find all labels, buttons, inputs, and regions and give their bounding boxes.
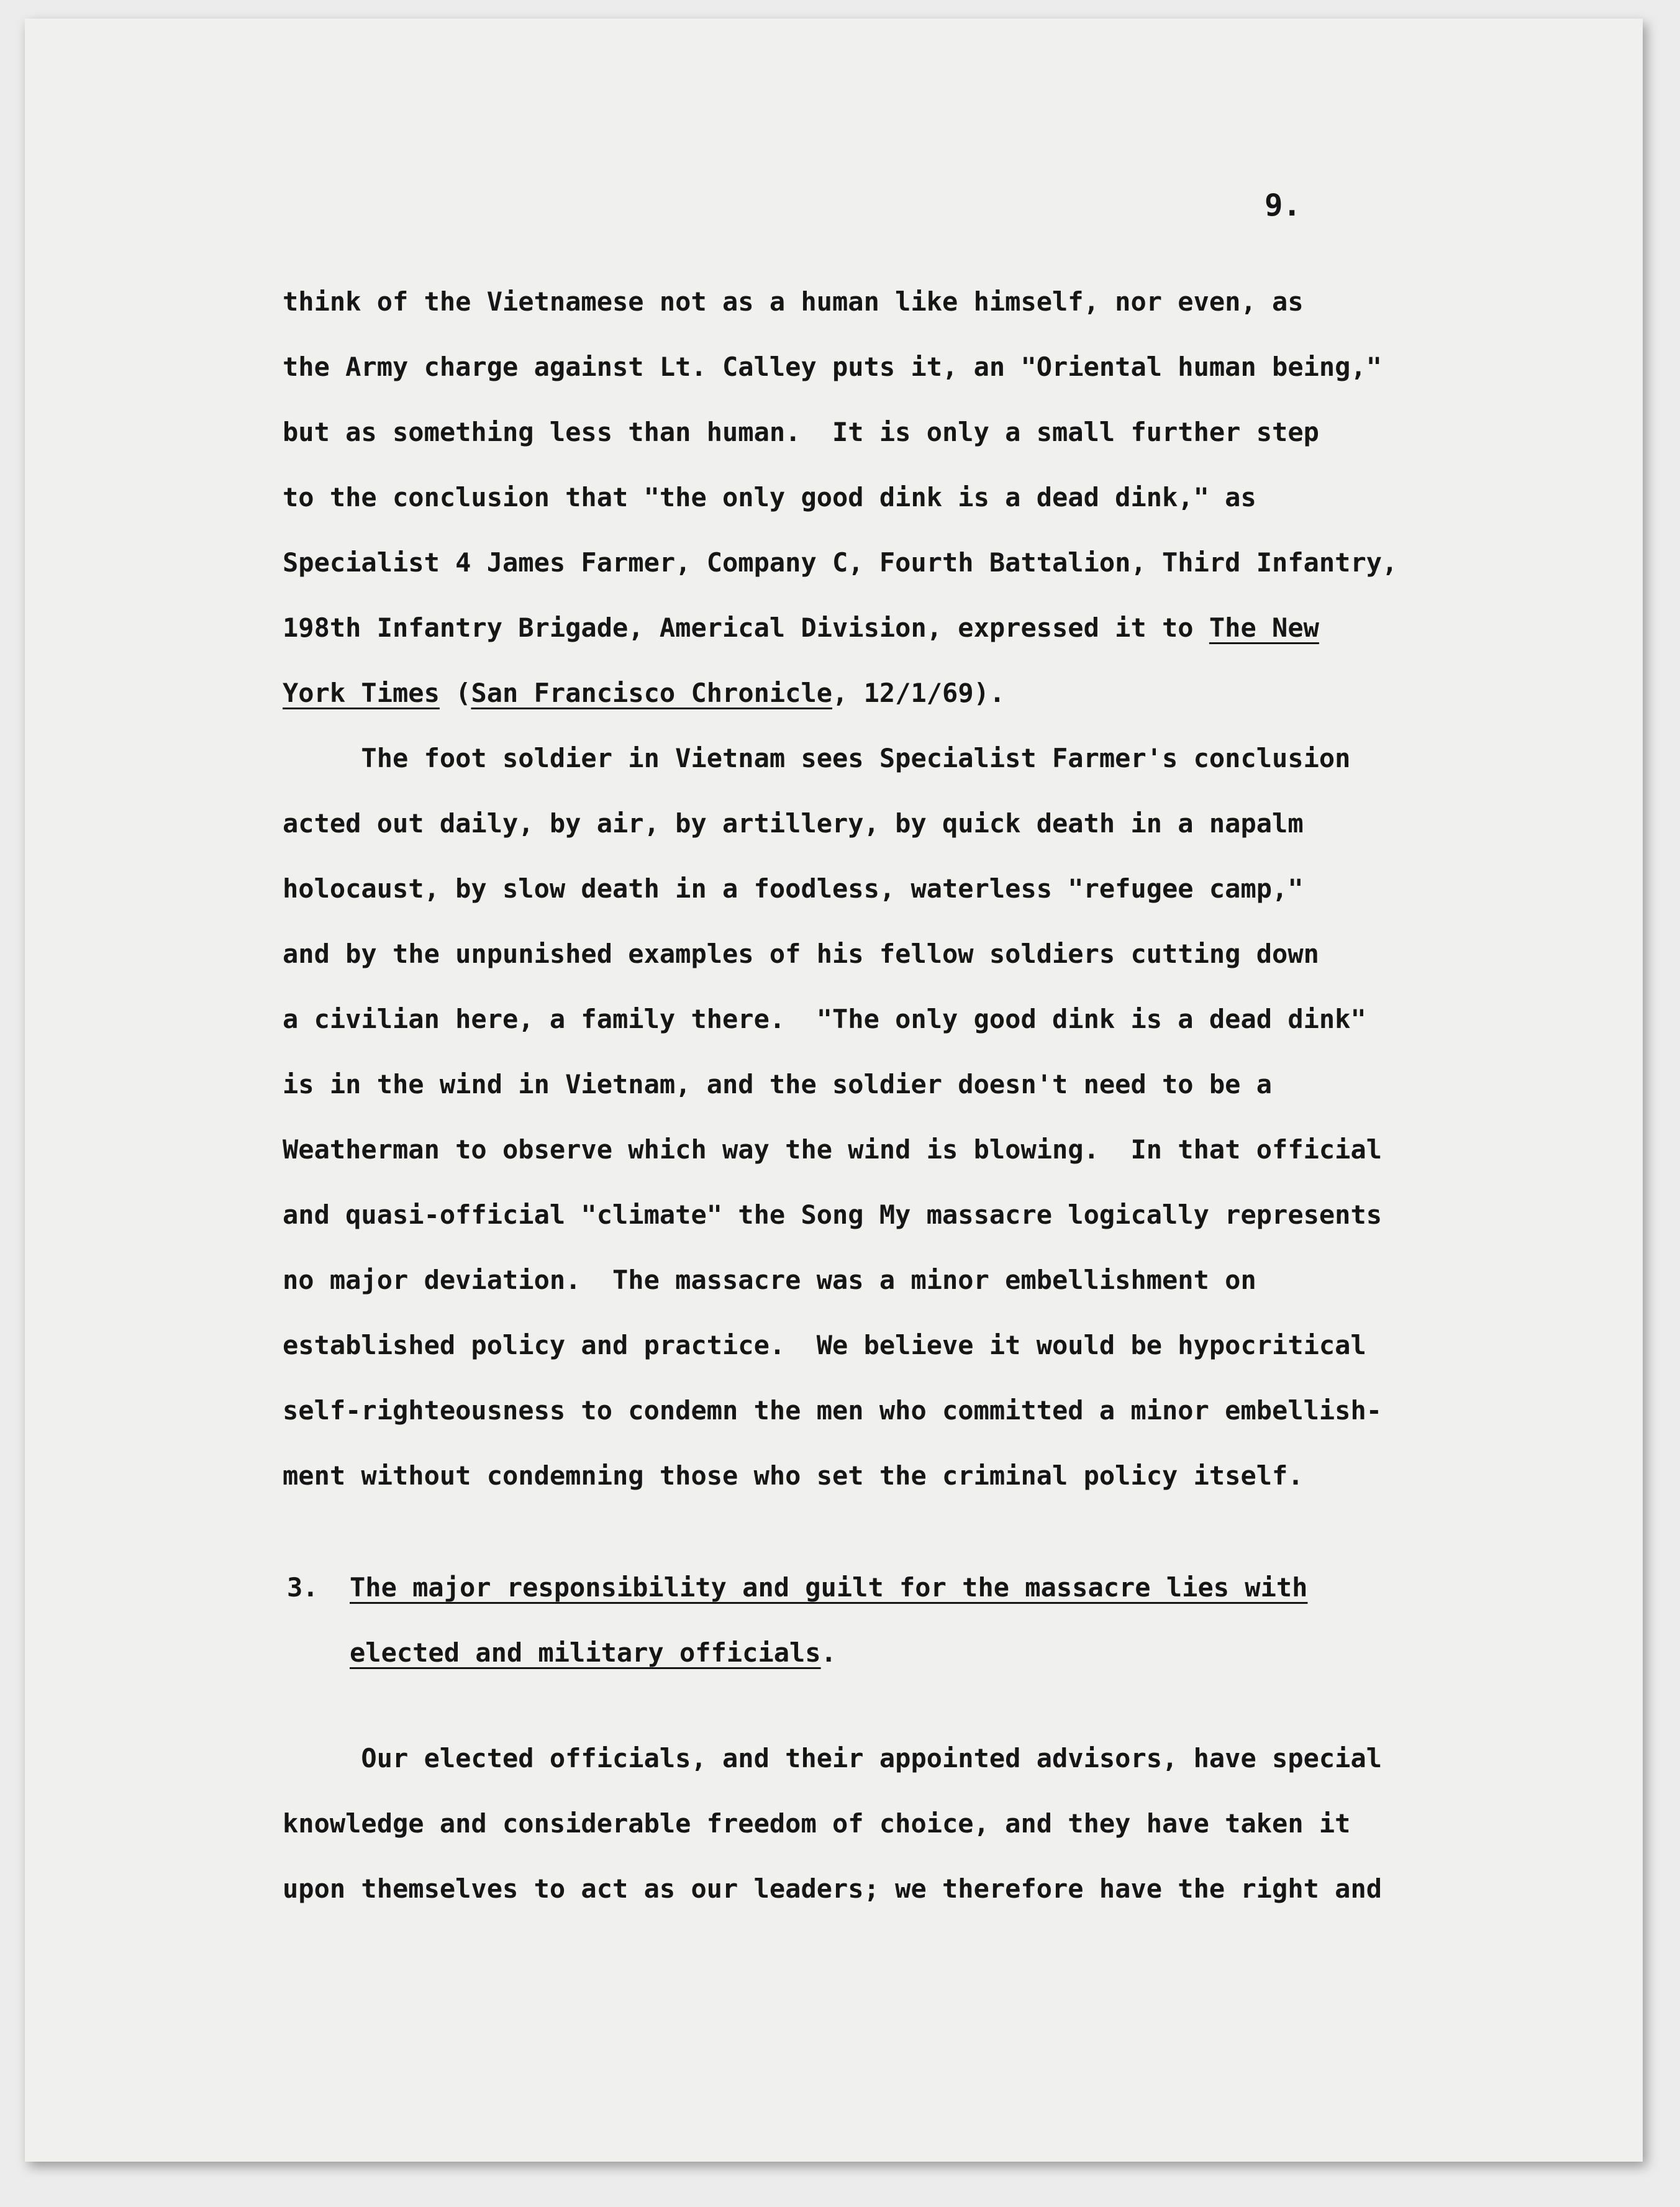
text-line: upon themselves to act as our leaders; we therefore have the right and: [283, 1873, 1383, 1904]
text-line: holocaust, by slow death in a foodless, waterless "refugee camp,": [283, 873, 1304, 904]
text-line: knowledge and considerable freedom of choice, and they have taken it: [283, 1808, 1351, 1839]
text-line: and by the unpunished examples of his fellow soldiers cutting down: [283, 939, 1319, 969]
text-line: acted out daily, by air, by artillery, by quick death in a napalm: [283, 808, 1304, 839]
section-heading-line-1: The major responsibility and guilt for the massacre lies with: [350, 1572, 1308, 1603]
page-number: 9.: [1265, 188, 1302, 223]
text-segment: 198th Infantry Brigade, Americal Division, expressed it to: [283, 612, 1209, 643]
text-line: to the conclusion that "the only good dink is a dead dink," as: [283, 482, 1256, 512]
text-line: [283, 680, 1005, 706]
text-line: but as something less than human. It is only a small further step: [283, 417, 1319, 447]
text-line: the Army charge against Lt. Calley puts it, an "Oriental human being,": [283, 352, 1383, 382]
text-line: Our elected officials, and their appointed advisors, have special: [283, 1743, 1383, 1773]
text-segment: (: [439, 678, 471, 708]
text-line: ment without condemning those who set the criminal policy itself.: [283, 1460, 1304, 1491]
text-line: [283, 612, 1319, 643]
text-line: is in the wind in Vietnam, and the soldier doesn't need to be a: [283, 1069, 1273, 1099]
section-heading-period: .: [820, 1637, 837, 1668]
section-number: 3.: [287, 1572, 319, 1603]
section-heading: [350, 1637, 837, 1668]
text-line: self-righteousness to condemn the men who committed a minor embellish-: [283, 1395, 1383, 1426]
text-line: no major deviation. The massacre was a minor embellishment on: [283, 1265, 1256, 1295]
text-line: think of the Vietnamese not as a human like himself, nor even, as: [283, 286, 1304, 317]
text-line: Weatherman to observe which way the wind is blowing. In that official: [283, 1134, 1383, 1165]
publication-title-new-york-times: The New: [1209, 612, 1319, 643]
text-line: Specialist 4 James Farmer, Company C, Fourth Battalion, Third Infantry,: [283, 547, 1398, 578]
text-line: established policy and practice. We believe it would be hypocritical: [283, 1330, 1366, 1360]
text-line: a civilian here, a family there. "The only good dink is a dead dink": [283, 1004, 1366, 1034]
citation-date: , 12/1/69).: [832, 678, 1006, 708]
section-heading: [350, 1572, 1308, 1603]
section-heading-line-2: elected and military officials: [350, 1637, 821, 1668]
text-line: The foot soldier in Vietnam sees Specialist Farmer's conclusion: [283, 743, 1351, 773]
publication-title-chronicle: San Francisco Chronicle: [471, 678, 833, 708]
text-line: and quasi-official "climate" the Song My massacre logically represents: [283, 1199, 1383, 1230]
publication-title-new-york-times-cont: York Times: [283, 678, 440, 708]
